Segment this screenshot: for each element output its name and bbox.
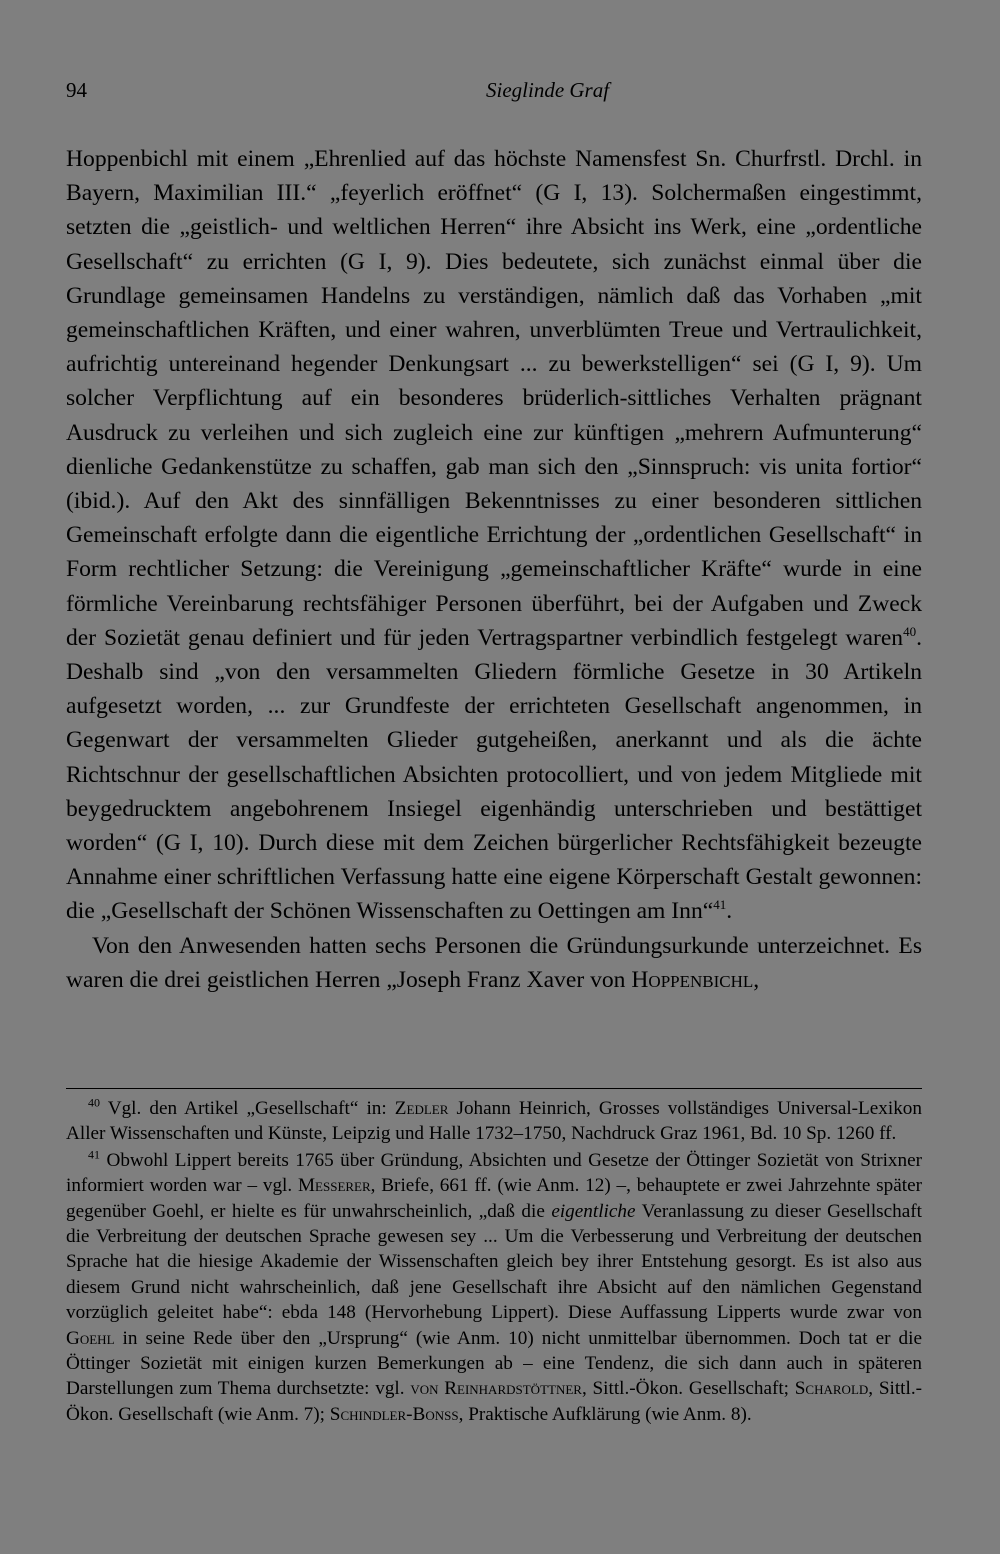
text-run: , xyxy=(753,966,760,993)
text-run: . xyxy=(726,898,733,925)
text-run: . Deshalb sind „von den versammelten Gliedern förmliche Gesetze in 30 Artikeln aufgesetzt worden, ... zur Grundfeste der errichteten Gesellschaft angenommen, in Gegenwart der versammelten Glieder gutgeheißen, anerkannt und als die ächte Richtschnur der gesellschaftlichen Absichten protocolliert, und von jedem Mitgliede mit beygedrucktem angebohrenem Insiegel eigenhändig unterschrieben und bestättiget worden“ (G I, 10). Durch diese mit dem Zeichen bürgerlicher Rechtsfähigkeit bezeugte Annahme einer schriftlichen Verfassung hatte eine eigene Körperschaft Gestalt gewonnen: die „Gesellschaft der Schönen Wissenschaften zu Oettingen am Inn“ xyxy=(66,624,922,925)
paragraph-2 xyxy=(66,929,922,997)
text-run: Vgl. den Artikel „Gesellschaft“ in: xyxy=(107,1098,395,1119)
footnote-ref-41: 41 xyxy=(713,897,727,913)
text-run: in seine Rede über den „Ursprung“ (wie Anm. 10) nicht unmittelbar übernommen. Doch tat er die Öttinger Sozietät mit einigen kurzen Bemerkungen ab – eine Tendenz, die sich dann auch in späteren Darstellungen zum Thema durchsetzte: vgl. xyxy=(66,1327,922,1400)
text-run: Veranlassung zu dieser Gesellschaft die Verbreitung der deutschen Sprache gewesen sey ... Um die Verbesserung und Verbreitung der deutschen Sprache hat die hiesige Akademie der Wissenschaften gleich bey ihrer Entstehung gesorgt. Es ist also aus diesem Grund nicht wahrscheinlich, daß jene Gesellschaft ihre Absicht auf den nämlichen Gegenstand vorzüglich geleitet habe“: ebda 148 (Hervorhebung Lippert). Diese Auffassung Lipperts wurde zwar von xyxy=(66,1200,922,1324)
footnote-41 xyxy=(66,1148,922,1427)
text-run: Johann Heinrich, Grosses vollständiges Universal-Lexikon Aller Wissenschaften und Künste, Leipzig und Halle 1732–1750, Nachdruck Graz 1961, Bd. 10 Sp. 1260 ff. xyxy=(66,1098,922,1145)
footnote-mark: 40 xyxy=(88,1095,100,1110)
small-caps-name: von Reinhardstöttner xyxy=(410,1378,582,1400)
text-run: , Praktische Aufklärung (wie Anm. 8). xyxy=(458,1403,752,1425)
small-caps-name: Schindler-Bonss xyxy=(329,1403,459,1425)
small-caps-name: Hoppenbichl xyxy=(631,966,754,993)
small-caps-name: Messerer xyxy=(297,1175,371,1197)
text-run: , Sittl.-Ökon. Gesellschaft (wie Anm. 7); xyxy=(66,1378,923,1425)
page-header xyxy=(66,78,922,108)
text-run: Obwohl Lippert bereits 1765 über Gründung, Absichten und Gesetze der Öttinger Sozietät von Strixner informiert worden war – vgl. xyxy=(66,1149,923,1197)
text-run: , Sittl.-Ökon. Gesellschaft; xyxy=(581,1378,795,1400)
text-run: , Briefe, 661 ff. (wie Anm. 12) –, behauptete er zwei Jahrzehnte später gegenüber Goehl, er hielte es für unwahrscheinlich, „daß die xyxy=(66,1175,922,1222)
page-number: 94 xyxy=(66,78,87,102)
footnote-mark: 41 xyxy=(88,1147,100,1162)
paragraph-1 xyxy=(66,142,922,929)
footnote-separator xyxy=(66,1088,922,1089)
footnote-40 xyxy=(66,1096,922,1147)
footnotes xyxy=(66,1096,922,1427)
small-caps-name: Zedler xyxy=(394,1098,449,1119)
italic-word: eigentliche xyxy=(551,1200,636,1222)
text-run: Von den Anwesenden hatten sechs Personen die Gründungsurkunde unterzeichnet. Es waren die drei geistlichen Herren „Joseph Franz Xaver von xyxy=(66,932,922,993)
text-run: Hoppenbichl mit einem „Ehrenlied auf das höchste Namensfest Sn. Churfrstl. Drchl. in Bayern, Maximilian III.“ „feyerlich eröffnet“ (G I, 13). Solchermaßen eingestimmt, setzten die „geistlich- und weltlichen Herren“ ihre Absicht ins Werk, eine „ordentliche Gesellschaft“ zu errichten (G I, 9). Dies bedeutete, sich zunächst einmal über die Grundlage gemeinsamen Handelns zu verständigen, nämlich daß das Vorhaben „mit gemeinschaftlichen Kräften, und einer wahren, unverblümten Treue und Vertraulichkeit, aufrichtig untereinand hegender Denkungsart ... zu bewerkstelligen“ sei (G I, 9). Um solcher Verpflichtung auf ein besonderes brüderlich-sittliches Verhalten prägnant Ausdruck zu verleihen und sich zugleich eine zur künftigen „mehrern Aufmunterung“ dienliche Gedankenstütze zu schaffen, gab man sich den „Sinnspruch: vis unita fortior“ (ibid.). Auf den Akt des sinnfälligen Bekenntnisses zu einer besonderen sittlichen Gemeinschaft erfolgte dann die eigentliche Errichtung der „ordentlichen Gesellschaft“ in Form rechtlicher Setzung: die Vereinigung „gemeinschaftlicher Kräfte“ wurde in eine förmliche Vereinbarung rechtsfähiger Personen überführt, bei der Aufgaben und Zweck der Sozietät genau definiert und für jeden Vertragspartner verbindlich festgelegt waren xyxy=(66,146,922,651)
body-text xyxy=(66,142,922,997)
small-caps-name: Scharold xyxy=(794,1378,869,1400)
footnote-ref-40: 40 xyxy=(903,623,917,639)
running-head: Sieglinde Graf xyxy=(486,78,610,102)
small-caps-name: Goehl xyxy=(66,1327,115,1349)
